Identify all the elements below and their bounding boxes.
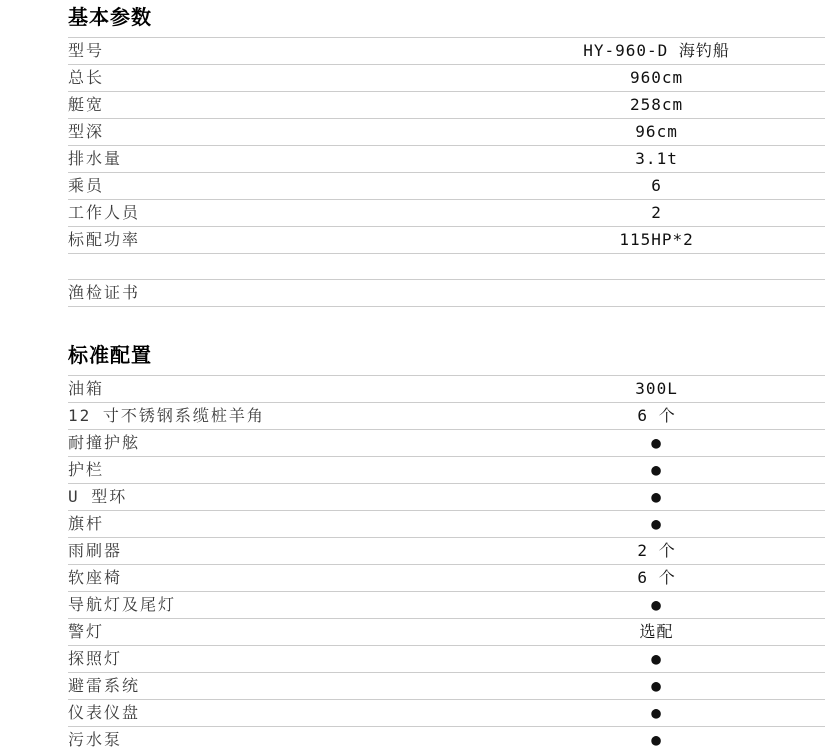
spec-value: 96cm <box>488 119 825 146</box>
table-row <box>68 38 825 65</box>
included-bullet-icon: ● <box>488 700 825 727</box>
table-row <box>68 280 825 307</box>
table-row <box>68 227 825 254</box>
table-row <box>68 173 825 200</box>
spec-value: 2 <box>488 200 825 227</box>
basic-params-table <box>68 37 825 307</box>
included-bullet-icon: ● <box>488 646 825 673</box>
spec-label: 耐撞护舷 <box>68 430 488 457</box>
spec-value: 6 个 <box>488 565 825 592</box>
spec-label: 艇宽 <box>68 92 488 119</box>
spec-value: 选配 <box>488 619 825 646</box>
spec-label: 12 寸不锈钢系缆桩羊角 <box>68 403 488 430</box>
included-bullet-icon: ● <box>488 511 825 538</box>
included-bullet-icon: ● <box>488 430 825 457</box>
spec-label: 护栏 <box>68 457 488 484</box>
spec-label: 渔检证书 <box>68 280 488 307</box>
spec-label: 旗杆 <box>68 511 488 538</box>
table-row <box>68 646 825 673</box>
standard-config-table <box>68 375 825 750</box>
spec-label: 工作人员 <box>68 200 488 227</box>
spec-label: 型深 <box>68 119 488 146</box>
spec-value <box>488 254 825 280</box>
table-row <box>68 200 825 227</box>
spec-label: 雨刷器 <box>68 538 488 565</box>
spec-value: 115HP*2 <box>488 227 825 254</box>
standard-config-section <box>68 345 825 750</box>
spec-label: 避雷系统 <box>68 673 488 700</box>
table-row <box>68 565 825 592</box>
spec-value: 258cm <box>488 92 825 119</box>
spec-value: 3.1t <box>488 146 825 173</box>
spec-value: 2 个 <box>488 538 825 565</box>
spec-label: U 型环 <box>68 484 488 511</box>
basic-params-section <box>68 7 825 307</box>
spec-label: 软座椅 <box>68 565 488 592</box>
spec-label: 仪表仪盘 <box>68 700 488 727</box>
table-row <box>68 119 825 146</box>
spec-value: HY-960-D 海钓船 <box>488 38 825 65</box>
table-row <box>68 511 825 538</box>
spec-label: 乘员 <box>68 173 488 200</box>
spec-value: 6 <box>488 173 825 200</box>
table-row <box>68 592 825 619</box>
spec-value: 300L <box>488 376 825 403</box>
spec-label: 排水量 <box>68 146 488 173</box>
table-row <box>68 92 825 119</box>
spec-label: 污水泵 <box>68 727 488 750</box>
table-row <box>68 700 825 727</box>
table-row <box>68 430 825 457</box>
spec-label: 警灯 <box>68 619 488 646</box>
table-row-empty <box>68 254 825 280</box>
spec-label: 导航灯及尾灯 <box>68 592 488 619</box>
included-bullet-icon: ● <box>488 727 825 750</box>
included-bullet-icon: ● <box>488 673 825 700</box>
table-row <box>68 619 825 646</box>
spec-label: 油箱 <box>68 376 488 403</box>
spec-value <box>488 280 825 307</box>
spec-label: 标配功率 <box>68 227 488 254</box>
table-row <box>68 457 825 484</box>
spec-label: 型号 <box>68 38 488 65</box>
included-bullet-icon: ● <box>488 457 825 484</box>
table-row <box>68 65 825 92</box>
table-row <box>68 538 825 565</box>
standard-config-title: 标准配置 <box>68 345 152 367</box>
table-row <box>68 403 825 430</box>
spec-value: 6 个 <box>488 403 825 430</box>
table-row <box>68 376 825 403</box>
basic-params-title: 基本参数 <box>68 7 152 29</box>
table-row <box>68 484 825 511</box>
spec-label: 探照灯 <box>68 646 488 673</box>
included-bullet-icon: ● <box>488 484 825 511</box>
included-bullet-icon: ● <box>488 592 825 619</box>
spec-label: 总长 <box>68 65 488 92</box>
table-row <box>68 727 825 750</box>
spec-label <box>68 254 488 280</box>
table-row <box>68 673 825 700</box>
table-row <box>68 146 825 173</box>
spec-value: 960cm <box>488 65 825 92</box>
